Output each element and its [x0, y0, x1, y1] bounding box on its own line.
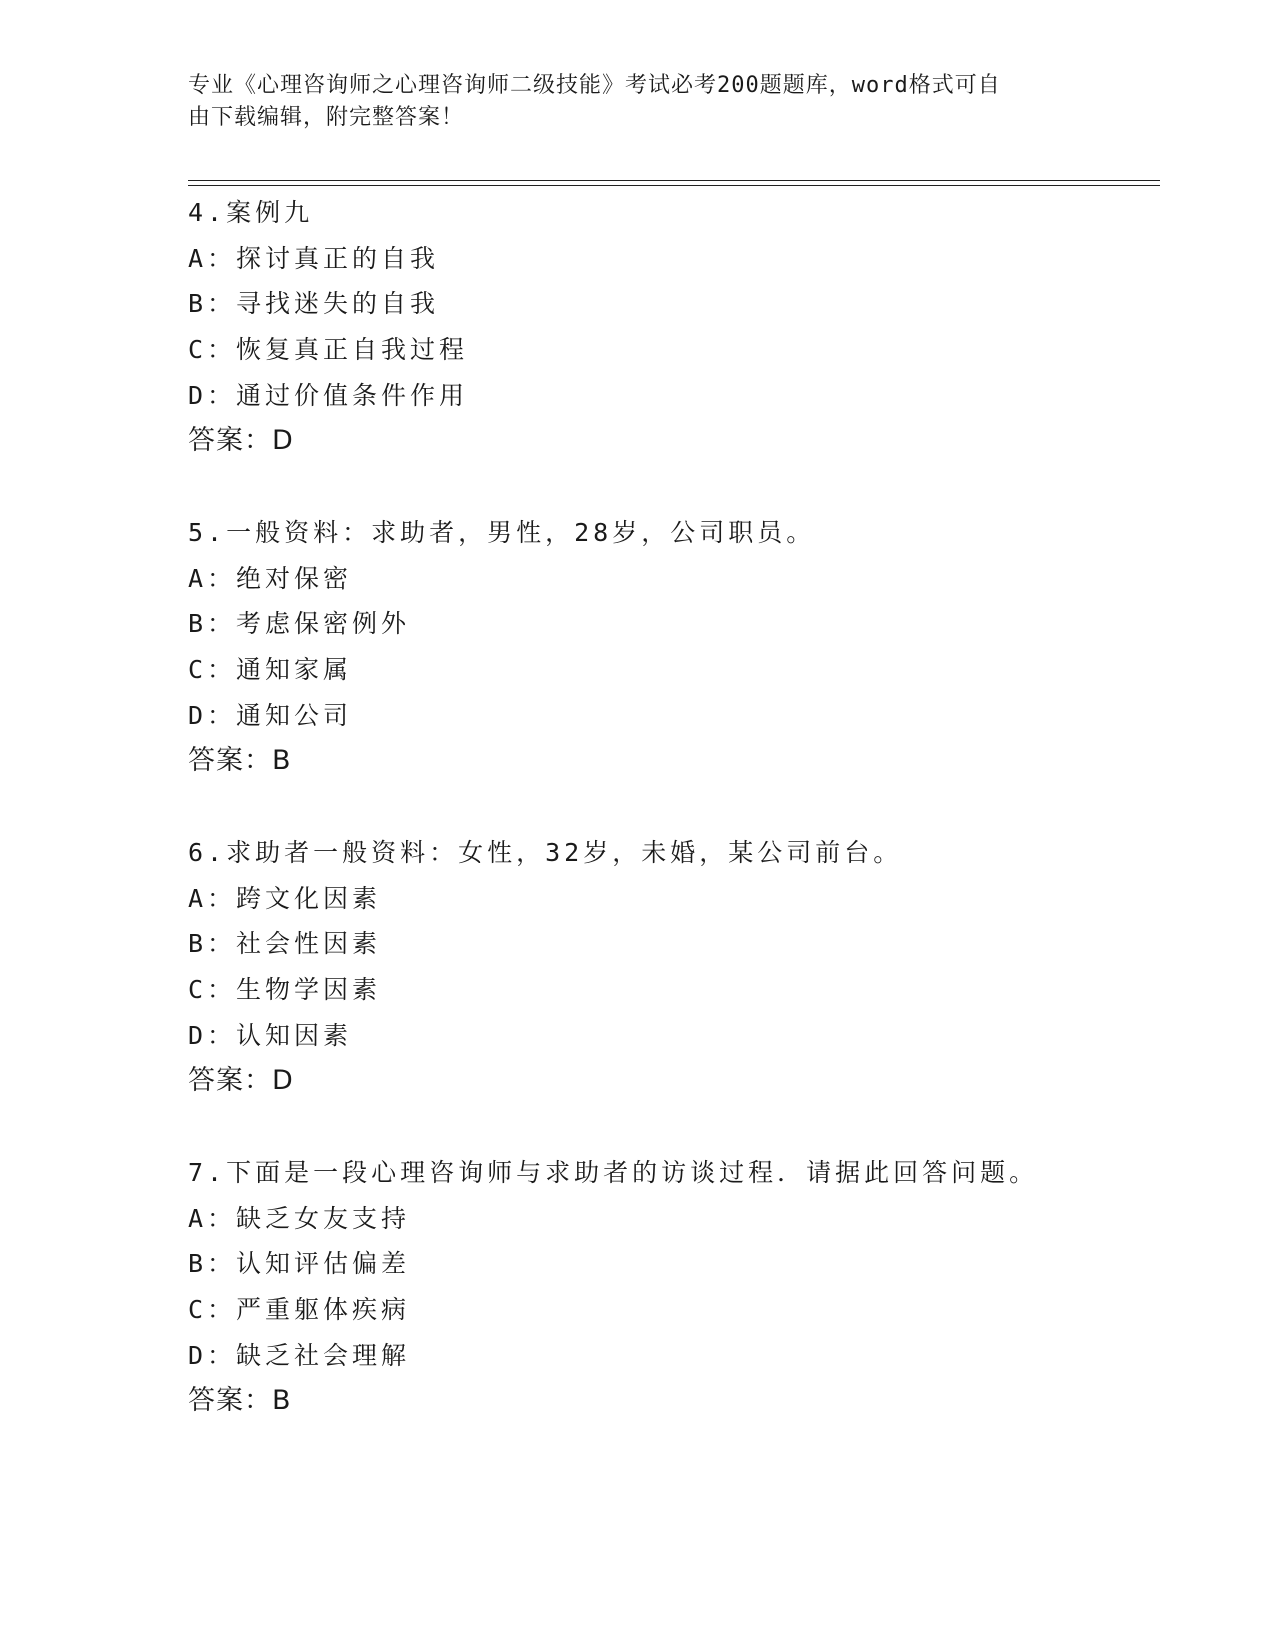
- option-c: C：严重躯体疾病: [188, 1295, 411, 1325]
- question-5: [188, 510, 1148, 830]
- option-b: B：社会性因素: [188, 929, 382, 959]
- document-header: [188, 70, 1068, 134]
- header-divider: [188, 180, 1160, 186]
- answer-line: 答案：B: [188, 1385, 292, 1417]
- answer-line: 答案：B: [188, 745, 292, 777]
- header-line-1: 专业《心理咨询师之心理咨询师二级技能》考试必考200题题库，word格式可自: [188, 73, 1001, 98]
- option-a: A：绝对保密: [188, 563, 353, 593]
- option-c: C：通知家属: [188, 655, 353, 685]
- answer-line: 答案：D: [188, 425, 294, 457]
- option-b: B：考虑保密例外: [188, 609, 411, 639]
- option-d: D：通过价值条件作用: [188, 380, 469, 410]
- option-b: B：认知评估偏差: [188, 1249, 411, 1279]
- option-a: A：跨文化因素: [188, 883, 382, 913]
- option-c: C：恢复真正自我过程: [188, 335, 469, 365]
- option-a: A：探讨真正的自我: [188, 243, 440, 273]
- answer-line: 答案：D: [188, 1065, 294, 1097]
- question-stem: 6.求助者一般资料：女性，32岁，未婚，某公司前台。: [188, 838, 903, 867]
- option-d: D：通知公司: [188, 700, 353, 730]
- option-d: D：缺乏社会理解: [188, 1340, 411, 1370]
- question-stem: 7.下面是一段心理咨询师与求助者的访谈过程．请据此回答问题。: [188, 1158, 1039, 1187]
- header-line-2: 由下载编辑，附完整答案！: [188, 105, 465, 130]
- question-6: [188, 830, 1148, 1150]
- option-b: B：寻找迷失的自我: [188, 289, 440, 319]
- question-4: [188, 190, 1148, 510]
- question-stem: 5.一般资料：求助者，男性，28岁，公司职员。: [188, 518, 816, 547]
- question-stem: 4.案例九: [188, 198, 314, 227]
- option-c: C：生物学因素: [188, 975, 382, 1005]
- option-a: A：缺乏女友支持: [188, 1203, 411, 1233]
- option-d: D：认知因素: [188, 1020, 353, 1050]
- question-list: [188, 190, 1148, 1470]
- question-7: [188, 1150, 1148, 1470]
